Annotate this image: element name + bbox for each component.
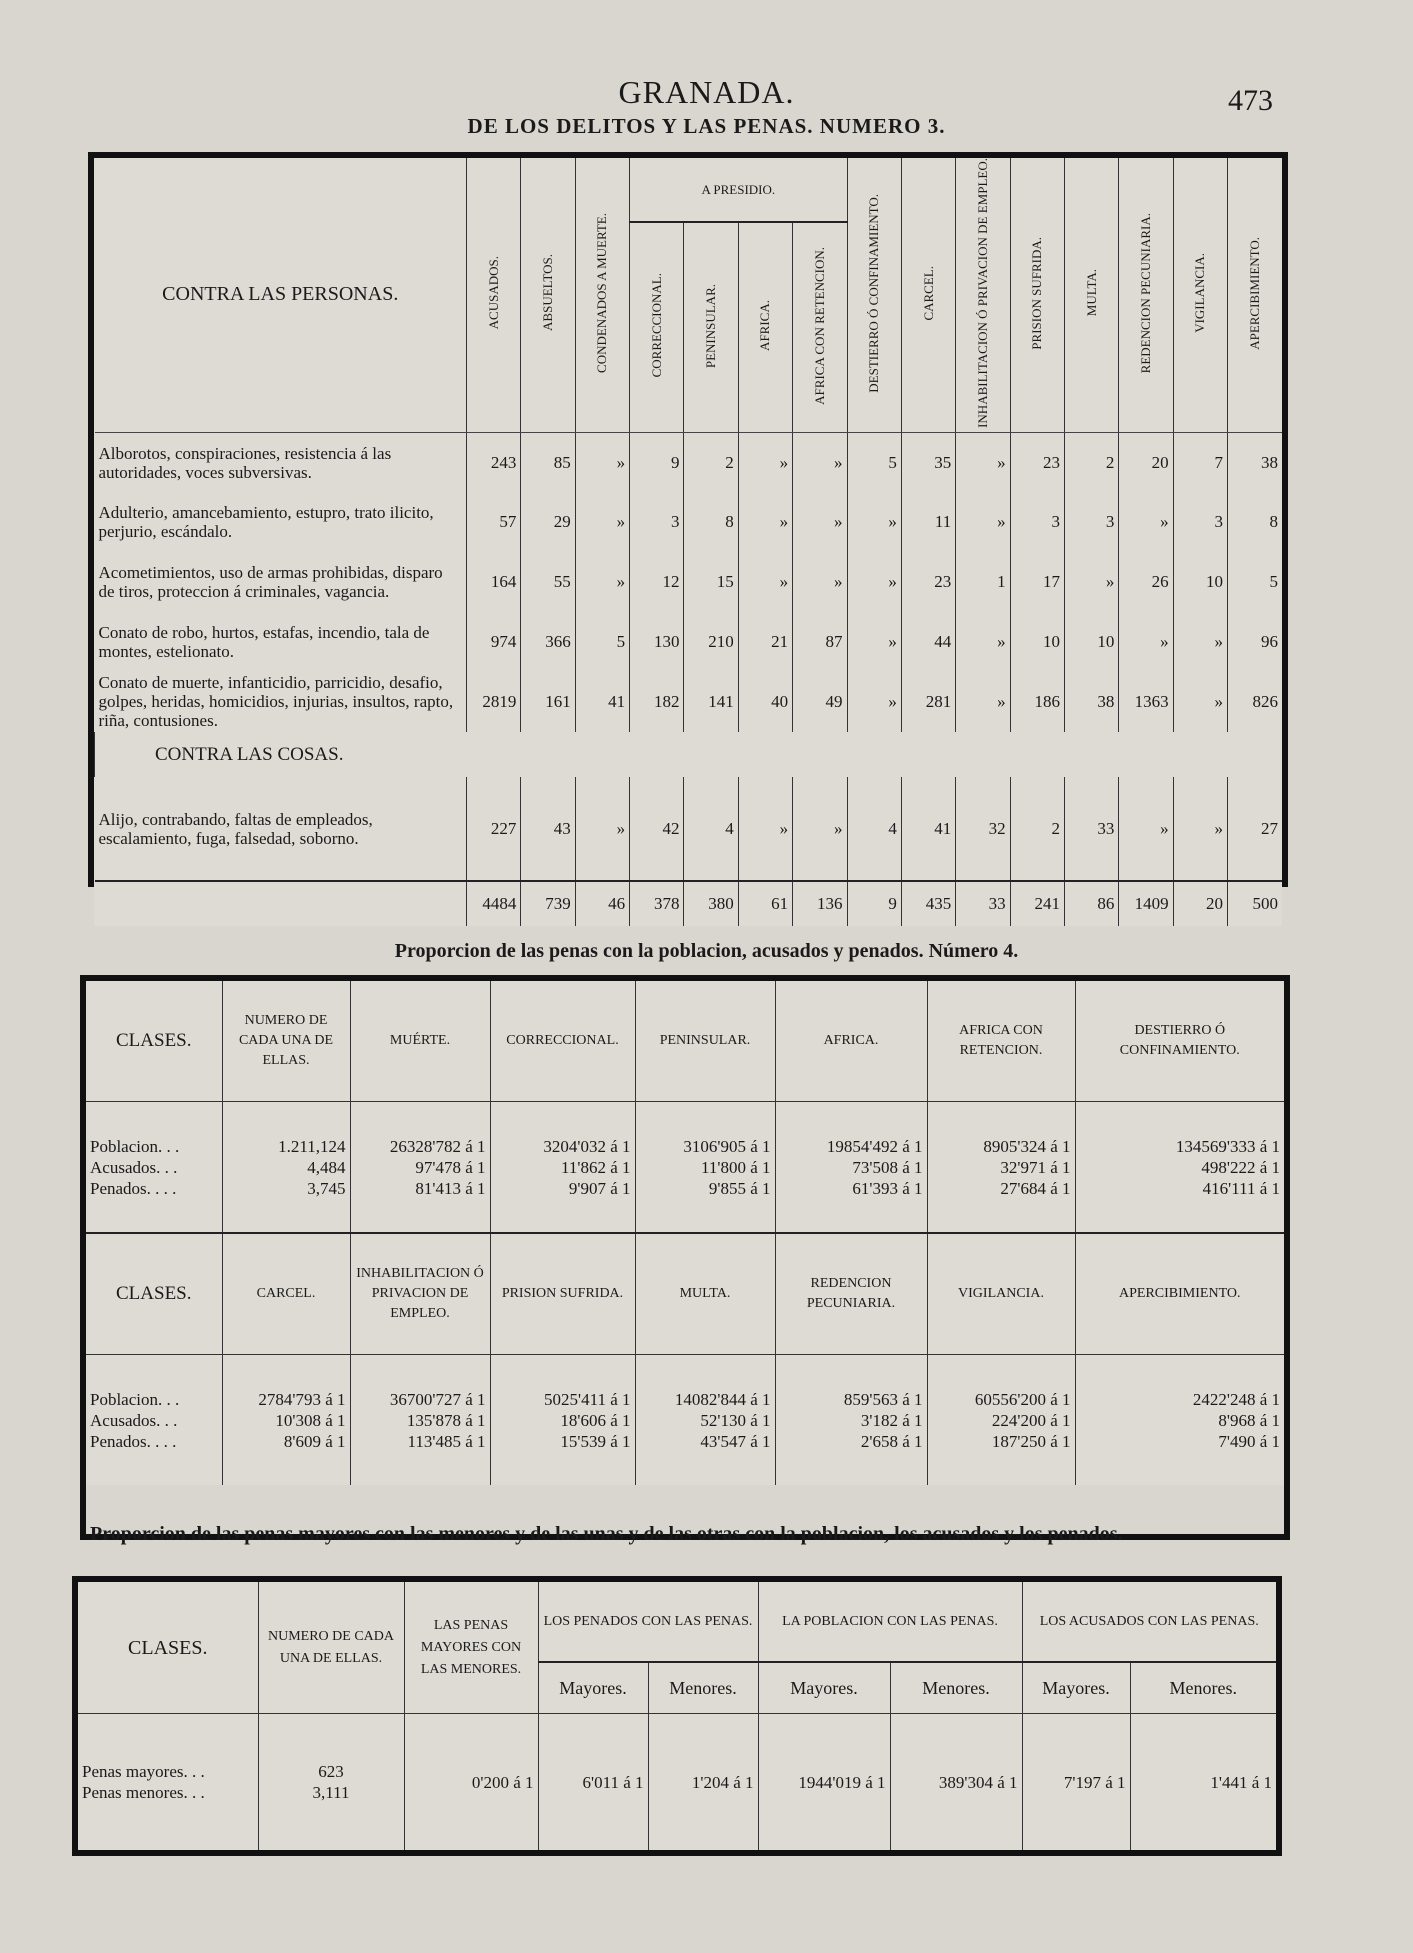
crime-value: 974: [467, 612, 521, 672]
crime-value: »: [575, 777, 629, 880]
crime-value: 161: [521, 672, 575, 732]
clases-header: CLASES.: [78, 1582, 258, 1714]
crime-value: 57: [467, 492, 521, 552]
crime-value: »: [793, 432, 847, 492]
crime-value: »: [738, 552, 792, 612]
table-row: [95, 492, 1283, 552]
value-cell: [350, 1355, 490, 1486]
value-cell: [635, 1102, 775, 1234]
value-cell: [490, 1355, 635, 1486]
value: 27'684 á 1: [1000, 1178, 1071, 1198]
col-header: INHABILITACION Ó PRIVACION DE EMPLEO.: [974, 158, 990, 428]
column-header: REDENCION PECUNIARIA.: [775, 1233, 927, 1355]
crime-value: 2: [1064, 432, 1118, 492]
crime-value: »: [738, 492, 792, 552]
crime-value: 5: [847, 432, 901, 492]
total-value: 380: [684, 881, 738, 926]
value: 81'413 á 1: [415, 1178, 486, 1198]
column-header: AFRICA.: [775, 981, 927, 1102]
mayores-subheader: Mayores.: [538, 1662, 648, 1713]
crime-value: 164: [467, 552, 521, 612]
value-cell: 1944'019 á 1: [758, 1714, 890, 1850]
table-row: [95, 612, 1283, 672]
crime-value: 12: [630, 552, 684, 612]
crime-value: 5: [575, 612, 629, 672]
crime-value: »: [1064, 552, 1118, 612]
crime-value: 4: [684, 777, 738, 880]
crime-value: 9: [630, 432, 684, 492]
value: 9'907 á 1: [568, 1178, 631, 1198]
column-header: CARCEL.: [222, 1233, 350, 1355]
crime-value: »: [793, 552, 847, 612]
total-value: 9: [847, 881, 901, 926]
total-value: 378: [630, 881, 684, 926]
col-header: ABSUELTOS.: [540, 254, 556, 332]
crime-value: 3: [1173, 492, 1227, 552]
column-header: PENINSULAR.: [635, 981, 775, 1102]
crime-value: 281: [901, 672, 955, 732]
value: 9'855 á 1: [708, 1178, 771, 1198]
value-cell: [927, 1355, 1075, 1486]
crime-value: 23: [1010, 432, 1064, 492]
value-cell: 0'200 á 1: [404, 1714, 538, 1850]
crime-label: Conato de robo, hurtos, estafas, incendio, tala de montes, estelionato.: [98, 623, 430, 662]
table4-title: Proporcion de las penas con la poblacion, acusados y penados. Número 4.: [394, 940, 1019, 962]
value-cell: [1075, 1355, 1284, 1486]
section-persons-header: CONTRA LAS PERSONAS.: [95, 158, 467, 432]
value: 3204'032 á 1: [543, 1136, 631, 1156]
col-header: PENINSULAR.: [703, 283, 719, 368]
value-cell: [350, 1102, 490, 1234]
crime-value: 85: [521, 432, 575, 492]
col-header: DESTIERRO Ó CONFINAMIENTO.: [866, 193, 882, 393]
value: 134569'333 á 1: [1175, 1136, 1280, 1156]
mayores-menores-header: LAS PENAS MAYORES CON LAS MENORES.: [404, 1582, 538, 1714]
total-value: 33: [956, 881, 1010, 926]
value-cell: [927, 1102, 1075, 1234]
menores-subheader: Menores.: [648, 1662, 758, 1713]
page-subtitle: DE LOS DELITOS Y LAS PENAS. NUMERO 3.: [467, 114, 946, 138]
crime-value: 3: [1064, 492, 1118, 552]
table-row: [95, 672, 1283, 732]
value-cell: 7'197 á 1: [1022, 1714, 1130, 1850]
crime-value: 10: [1173, 552, 1227, 612]
crime-value: 186: [1010, 672, 1064, 732]
totals-label: [95, 881, 467, 926]
poblacion-header: LA POBLACION CON LAS PENAS.: [758, 1582, 1022, 1662]
crime-value: 38: [1228, 432, 1282, 492]
crime-value: 29: [521, 492, 575, 552]
col-header: VIGILANCIA.: [1192, 253, 1208, 333]
crime-value: 2: [684, 432, 738, 492]
menores-subheader: Menores.: [890, 1662, 1022, 1713]
numero-cell: [258, 1714, 404, 1850]
row-label: Penados. . . .: [90, 1431, 177, 1451]
value-cell: [635, 1355, 775, 1486]
value-cell: [222, 1355, 350, 1486]
value: 11'800 á 1: [701, 1157, 771, 1177]
total-value: 739: [521, 881, 575, 926]
row-label: Penas mayores. . .: [82, 1762, 205, 1782]
total-value: 241: [1010, 881, 1064, 926]
crime-value: »: [847, 672, 901, 732]
value-cell: 1'204 á 1: [648, 1714, 758, 1850]
total-value: 20: [1173, 881, 1227, 926]
value: 3,745: [307, 1178, 346, 1198]
value: 859'563 á 1: [843, 1389, 923, 1409]
penados-header: LOS PENADOS CON LAS PENAS.: [538, 1582, 758, 1662]
row-label: Penas menores. . .: [82, 1783, 205, 1803]
crime-value: 35: [901, 432, 955, 492]
col-header: CARCEL.: [920, 265, 936, 321]
value: 10'308 á 1: [275, 1410, 346, 1430]
crime-value: 41: [575, 672, 629, 732]
crime-value: 227: [467, 777, 521, 880]
value: 15'539 á 1: [560, 1431, 631, 1451]
column-header: CLASES.: [86, 1233, 222, 1355]
crime-value: 49: [793, 672, 847, 732]
value: 97'478 á 1: [415, 1157, 486, 1177]
column-header: NUMERO DE CADA UNA DE ELLAS.: [222, 981, 350, 1102]
crime-value: 21: [738, 612, 792, 672]
crime-value: 96: [1228, 612, 1282, 672]
crime-value: 1: [956, 552, 1010, 612]
crime-value: »: [847, 492, 901, 552]
value: 14082'844 á 1: [674, 1389, 771, 1409]
crime-value: »: [1173, 777, 1227, 880]
crime-value: 243: [467, 432, 521, 492]
numero-header: NUMERO DE CADA UNA DE ELLAS.: [258, 1582, 404, 1714]
row-label: Acusados. . .: [90, 1410, 178, 1430]
value: 18'606 á 1: [560, 1410, 631, 1430]
row-label: Penados. . . .: [90, 1178, 177, 1198]
value: 8905'324 á 1: [983, 1136, 1071, 1156]
crime-value: 17: [1010, 552, 1064, 612]
total-value: 136: [793, 881, 847, 926]
total-value: 500: [1228, 881, 1282, 926]
crime-value: 44: [901, 612, 955, 672]
crime-value: »: [575, 552, 629, 612]
totals-rows: [95, 881, 1283, 926]
crime-value: 87: [793, 612, 847, 672]
section-things-header: CONTRA LAS COSAS.: [95, 732, 1283, 777]
crime-value: 40: [738, 672, 792, 732]
value-cell: [490, 1102, 635, 1234]
column-header: MUÉRTE.: [350, 981, 490, 1102]
crime-value: 15: [684, 552, 738, 612]
crime-value: »: [1173, 612, 1227, 672]
crime-value: 33: [1064, 777, 1118, 880]
crime-value: 2819: [467, 672, 521, 732]
value: 113'485 á 1: [407, 1431, 486, 1451]
crime-value: »: [847, 612, 901, 672]
col-header: MULTA.: [1083, 269, 1099, 317]
table-row: [95, 432, 1283, 492]
value-cell: 1'441 á 1: [1130, 1714, 1276, 1850]
row-label: Poblacion. . .: [90, 1389, 180, 1409]
crime-value: 23: [901, 552, 955, 612]
crime-value: 27: [1228, 777, 1282, 880]
crime-value: »: [847, 552, 901, 612]
crime-value: 32: [956, 777, 1010, 880]
crime-value: 3: [630, 492, 684, 552]
crime-value: 130: [630, 612, 684, 672]
value: 3106'905 á 1: [683, 1136, 771, 1156]
crime-label: Acometimientos, uso de armas prohibidas, disparo de tiros, proteccion á criminales, vagancia.: [98, 563, 443, 602]
column-header: AFRICA CON RETENCION.: [927, 981, 1075, 1102]
totals-row: [95, 881, 1283, 926]
crime-value: 38: [1064, 672, 1118, 732]
crime-value: »: [793, 492, 847, 552]
crime-label: Alijo, contrabando, faltas de empleados, escalamiento, fuga, falsedad, soborno.: [98, 809, 373, 848]
crime-value: »: [575, 432, 629, 492]
col-header: AFRICA.: [757, 300, 773, 352]
value: 52'130 á 1: [700, 1410, 771, 1430]
col-header: PRISION SUFRIDA.: [1029, 236, 1045, 350]
value-cell: [1075, 1102, 1284, 1234]
crime-value: 55: [521, 552, 575, 612]
column-header: CORRECCIONAL.: [490, 981, 635, 1102]
crime-value: 26: [1119, 552, 1173, 612]
value-cell: [775, 1102, 927, 1234]
value: 11'862 á 1: [561, 1157, 631, 1177]
crime-value: 366: [521, 612, 575, 672]
crime-value: »: [1173, 672, 1227, 732]
crime-value: 2: [1010, 777, 1064, 880]
value: 5025'411 á 1: [544, 1389, 631, 1409]
value: 2'658 á 1: [860, 1431, 923, 1451]
value: 19854'492 á 1: [826, 1136, 923, 1156]
value: 4,484: [307, 1157, 346, 1177]
crime-value: 41: [901, 777, 955, 880]
crime-value: 5: [1228, 552, 1282, 612]
crime-value: 182: [630, 672, 684, 732]
proportion-table: [80, 975, 1290, 1540]
crime-value: 43: [521, 777, 575, 880]
crime-value: 1363: [1119, 672, 1173, 732]
column-header: MULTA.: [635, 1233, 775, 1355]
value: 3'182 á 1: [860, 1410, 923, 1430]
crime-value: 141: [684, 672, 738, 732]
table-row: [95, 777, 1283, 880]
value: 36700'727 á 1: [389, 1389, 486, 1409]
row-labels: [86, 1102, 222, 1234]
value: 43'547 á 1: [700, 1431, 771, 1451]
value-cell: 6'011 á 1: [538, 1714, 648, 1850]
value: 187'250 á 1: [991, 1431, 1071, 1451]
column-header: DESTIERRO Ó CONFINAMIENTO.: [1075, 981, 1284, 1102]
row-labels: [78, 1714, 258, 1850]
crime-value: »: [738, 777, 792, 880]
crime-value: 8: [1228, 492, 1282, 552]
crime-value: »: [793, 777, 847, 880]
row-label: Poblacion. . .: [90, 1136, 180, 1156]
total-value: 4484: [467, 881, 521, 926]
col-header: APERCIBIMIENTO.: [1247, 236, 1263, 350]
total-value: 1409: [1119, 881, 1173, 926]
crime-value: 210: [684, 612, 738, 672]
value: 61'393 á 1: [852, 1178, 923, 1198]
crime-value: 42: [630, 777, 684, 880]
value-cell: 389'304 á 1: [890, 1714, 1022, 1850]
value: 2784'793 á 1: [258, 1389, 346, 1409]
crime-value: »: [956, 492, 1010, 552]
mayores-subheader: Mayores.: [758, 1662, 890, 1713]
crime-value: 4: [847, 777, 901, 880]
crime-label: Conato de muerte, infanticidio, parricidio, desafio, golpes, heridas, homicidios, injurias, insultos, rapto, riña, contusiones.: [98, 673, 454, 731]
crime-label: Adulterio, amancebamiento, estupro, trato ilicito, perjurio, escándalo.: [98, 503, 434, 542]
total-value: 61: [738, 881, 792, 926]
page-number: 473: [1228, 84, 1273, 117]
value-cell: [775, 1355, 927, 1486]
total-value: 86: [1064, 881, 1118, 926]
crime-value: »: [1119, 612, 1173, 672]
crime-value: »: [738, 432, 792, 492]
col-header: CORRECCIONAL.: [648, 273, 664, 378]
crime-value: 3: [1010, 492, 1064, 552]
value: 60556'200 á 1: [974, 1389, 1071, 1409]
value: 8'968 á 1: [1218, 1410, 1280, 1430]
column-header: VIGILANCIA.: [927, 1233, 1075, 1355]
value: 498'222 á 1: [1201, 1157, 1280, 1177]
col-header: ACUSADOS.: [485, 256, 501, 330]
value: 416'111 á 1: [1202, 1178, 1280, 1198]
menores-subheader: Menores.: [1130, 1662, 1276, 1713]
column-header: CLASES.: [86, 981, 222, 1102]
crime-value: 20: [1119, 432, 1173, 492]
crime-value: »: [1119, 777, 1173, 880]
major-minor-table: [72, 1576, 1282, 1856]
row-labels: [86, 1355, 222, 1486]
value: 135'878 á 1: [406, 1410, 486, 1430]
crime-value: 10: [1010, 612, 1064, 672]
column-header: PRISION SUFRIDA.: [490, 1233, 635, 1355]
row-label: Acusados. . .: [90, 1157, 178, 1177]
group-presidio-header: A PRESIDIO.: [630, 158, 847, 222]
value-cell: [222, 1102, 350, 1234]
crime-value: 10: [1064, 612, 1118, 672]
value: 224'200 á 1: [991, 1410, 1071, 1430]
crime-value: 8: [684, 492, 738, 552]
col-header: AFRICA CON RETENCION.: [811, 246, 827, 405]
crime-value: »: [956, 672, 1010, 732]
value: 32'971 á 1: [1000, 1157, 1071, 1177]
column-header: APERCIBIMIENTO.: [1075, 1233, 1284, 1355]
mayores-subheader: Mayores.: [1022, 1662, 1130, 1713]
numero-value: 3,111: [312, 1783, 350, 1803]
column-header: INHABILITACION Ó PRIVACION DE EMPLEO.: [350, 1233, 490, 1355]
things-rows: [95, 777, 1283, 880]
value: 7'490 á 1: [1218, 1431, 1280, 1451]
table5-title: Proporcion de las penas mayores con las menores y de las unas y de las otras con la poblacion, los acusados y los penados.: [90, 1523, 1123, 1545]
crime-value: 11: [901, 492, 955, 552]
crime-value: »: [575, 492, 629, 552]
crime-value: »: [1119, 492, 1173, 552]
value: 73'508 á 1: [852, 1157, 923, 1177]
crime-value: 7: [1173, 432, 1227, 492]
table-row: [95, 552, 1283, 612]
col-header: CONDENADOS A MUERTE.: [594, 212, 610, 373]
acusados-header: LOS ACUSADOS CON LAS PENAS.: [1022, 1582, 1276, 1662]
crime-label: Alborotos, conspiraciones, resistencia á las autoridades, voces subversivas.: [98, 443, 392, 482]
col-header: REDENCION PECUNIARIA.: [1137, 212, 1153, 374]
value: 26328'782 á 1: [389, 1136, 486, 1156]
persons-rows: [95, 432, 1283, 732]
crime-value: »: [956, 432, 1010, 492]
crime-value: 826: [1228, 672, 1282, 732]
numero-value: 623: [318, 1762, 344, 1782]
total-value: 435: [901, 881, 955, 926]
city-title: GRANADA.: [618, 74, 795, 110]
value: 2422'248 á 1: [1192, 1389, 1280, 1409]
value: 8'609 á 1: [283, 1431, 346, 1451]
crimes-table: [88, 152, 1288, 913]
value: 1.211,124: [278, 1136, 346, 1156]
crime-value: »: [956, 612, 1010, 672]
total-value: 46: [575, 881, 629, 926]
